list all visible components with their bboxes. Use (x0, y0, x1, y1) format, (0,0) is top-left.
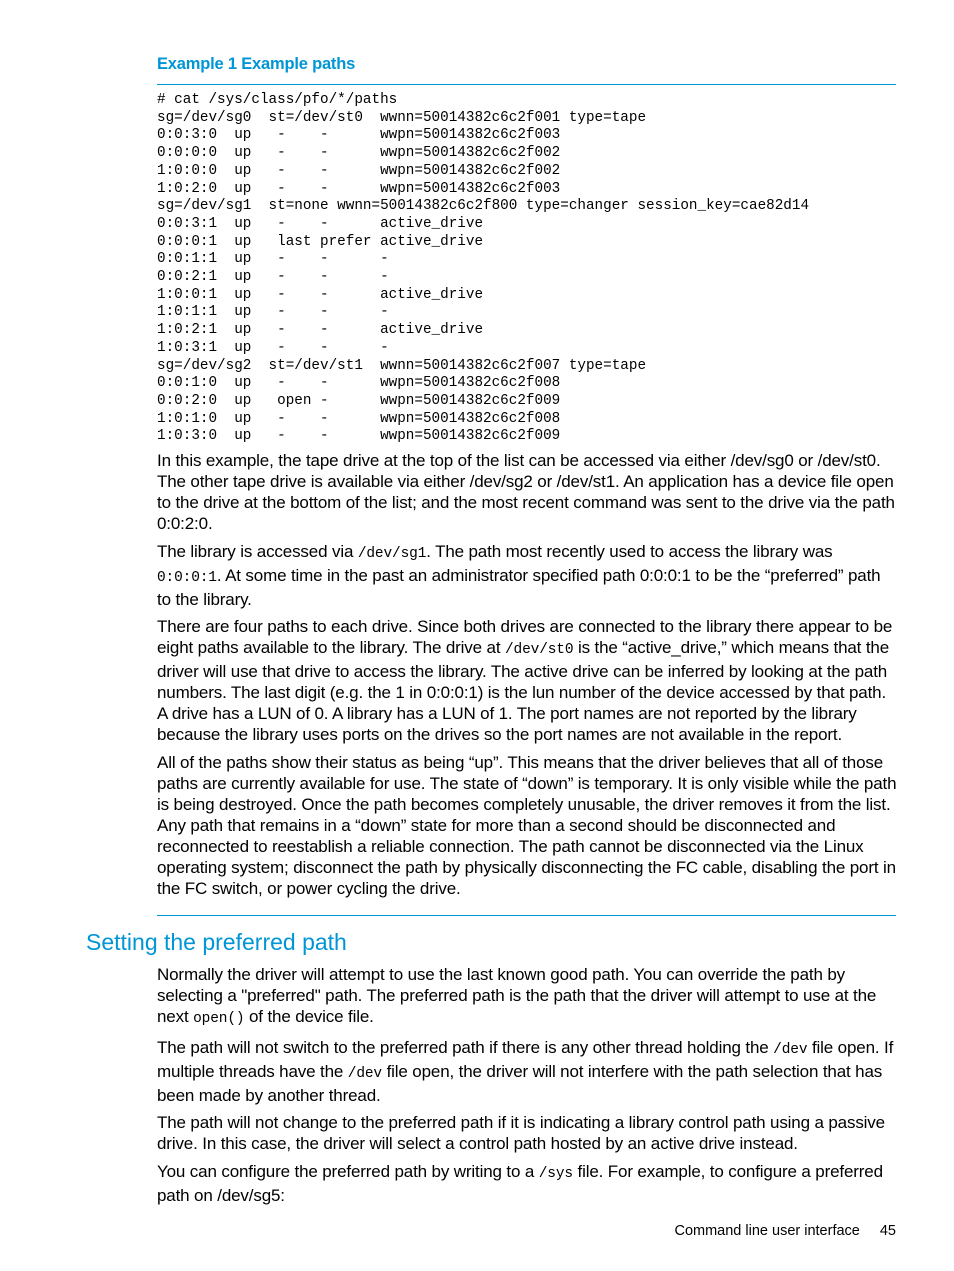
paragraph (157, 1037, 897, 1106)
text-run: You can configure the preferred path by writing to a (157, 1161, 539, 1181)
section-text (157, 964, 897, 1212)
footer-section-name: Command line user interface (674, 1223, 860, 1239)
inline-code: /dev/sg1 (357, 545, 427, 562)
text-run: file open. If multiple threads have the (157, 1037, 894, 1081)
paragraph: In this example, the tape drive at the top of the list can be accessed via either /dev/sg0 or /dev/st0. The other tape drive is available via either /dev/sg2 or /dev/st1. An application has a device file open to the drive at the bottom of the list; and the most recent command was sent to the drive via the path 0:0:2:0. (157, 451, 895, 533)
text-run: . At some time in the past an administrator specified path 0:0:0:1 to be the “preferred” path to the library. (157, 565, 881, 609)
text-run: file. For example, to configure a preferred path on /dev/sg5: (157, 1161, 883, 1205)
page-footer (674, 1223, 896, 1239)
text-run: file open, the driver will not interfere with the path selection that has been made by another thread. (157, 1061, 883, 1105)
text-run: of the device file. (244, 1007, 374, 1026)
example-top-rule (157, 84, 896, 85)
paragraph: The path will not change to the preferred path if it is indicating a library control path using a passive drive. In this case, the driver will select a control path hosted by an active drive instead. (157, 1113, 885, 1153)
inline-code: /dev/st0 (504, 642, 574, 658)
text-run: . The path most recently used to access the library was (426, 541, 833, 561)
section-heading: Setting the preferred path (86, 929, 347, 955)
example-title: Example 1 Example paths (157, 55, 356, 73)
paragraph: All of the paths show their status as being “up”. This means that the driver believes that all of those paths are currently available for use. The state of “down” is temporary. It is only visible while the path is being destroyed. Once the path becomes completely unusable, the driver removes it from the list. Any path that remains in a “down” state for more than a second should be disconnected and reconnected to reestablish a reliable connection. The path cannot be disconnected via the Linux operating system; disconnect the path by physically disconnecting the FC cable, disabling the port in the FC switch, or power cycling the drive. (157, 752, 897, 898)
code-block: # cat /sys/class/pfo/*/paths sg=/dev/sg0 st=/dev/st0 wwnn=50014382c6c2f001 type=tape 0:0:3:0 up - - wwpn=50014382c6c2f003 0:0:0:0 up - - wwpn=50014382c6c2f002 1:0:0:0 up - - wwpn=50014382c6c2f002 1:0:2:0 up - - wwpn=50014382c6c2f003 sg=/dev/sg1 st=none wwnn=50014382c6c2f800 type=changer session_key=cae82d14 0:0:3:1 up - - active_drive 0:0:0:1 up last prefer active_drive 0:0:1:1 up - - - 0:0:2:1 up - - - 1:0:0:1 up - - active_drive 1:0:1:1 up - - - 1:0:2:1 up - - active_drive 1:0:3:1 up - - - sg=/dev/sg2 st=/dev/st1 wwnn=50014382c6c2f007 type=tape 0:0:1:0 up - - wwpn=50014382c6c2f008 0:0:2:0 up open - wwpn=50014382c6c2f009 1:0:1:0 up - - wwpn=50014382c6c2f008 1:0:3:0 up - - wwpn=50014382c6c2f009 (157, 92, 810, 445)
paragraph (157, 616, 897, 745)
example-bottom-rule (157, 915, 896, 916)
paragraph (157, 1161, 897, 1206)
paragraph (157, 964, 897, 1030)
text-run: is the “active_drive,” which means that the driver will use that drive to access the library. The active drive can be inferred by looking at the path numbers. The last digit (e.g. the 1 in 0:0:0:1) is the lun number of the device accessed by that path. A drive has a LUN of 0. A library has a LUN of 1. The port names are not reported by the library because the library uses ports on the drives so the port names are not available in the report. (157, 638, 890, 744)
text-run: The path will not switch to the preferred path if there is any other thread holding the (157, 1037, 774, 1057)
text-run: The library is accessed via (157, 541, 358, 561)
inline-code: /sys (538, 1165, 573, 1182)
explanation-text (157, 450, 897, 905)
inline-code: 0:0:0:1 (157, 569, 217, 586)
text-run: Normally the driver will attempt to use the last known good path. You can override the path by selecting a "preferred" path. The preferred path is the path that the driver will attempt to use at the next (157, 965, 877, 1026)
inline-code: open() (193, 1011, 245, 1027)
inline-code: /dev (347, 1065, 382, 1082)
page-number: 45 (879, 1223, 896, 1239)
text-run: There are four paths to each drive. Since both drives are connected to the library there appear to be eight paths available to the library. The drive at (157, 617, 893, 657)
paragraph (157, 541, 897, 610)
inline-code: /dev (773, 1041, 808, 1058)
